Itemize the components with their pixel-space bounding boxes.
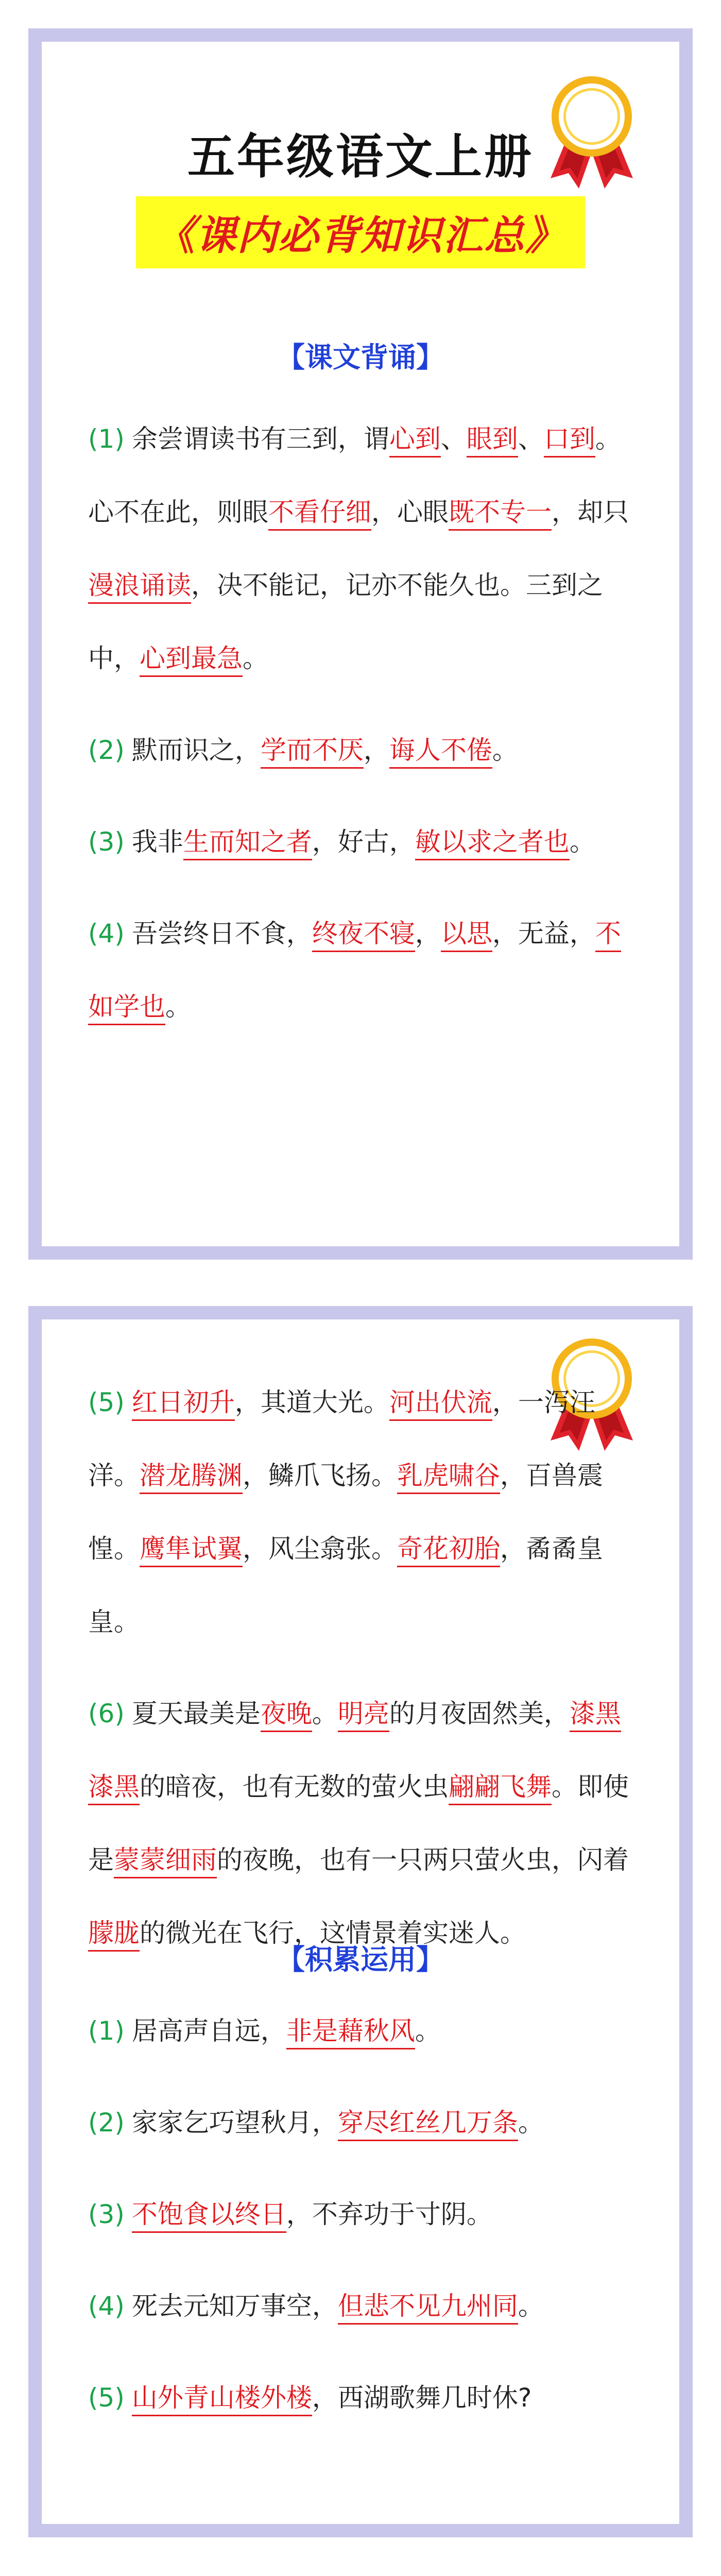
item-text: ，不弃功于寸阴。 (286, 2199, 492, 2229)
item-text: ，决不能记，记亦不能久也。三到之中， (88, 570, 603, 673)
key-phrase: 河出伏流 (389, 1387, 492, 1421)
key-phrase: 不饱食以终日 (132, 2199, 286, 2233)
item-text: ，却只 (552, 497, 629, 527)
key-phrase: 学而不厌 (261, 735, 364, 769)
item-text: ，无益， (492, 919, 595, 948)
item-number: (4) (88, 919, 125, 948)
page-title: 五年级语文上册 (187, 129, 534, 184)
key-phrase: 穿尽红丝几万条 (338, 2108, 518, 2141)
section-title-apply: 【积累运用】 (277, 1943, 444, 1976)
key-phrase: 以思 (441, 919, 492, 952)
key-phrase: 乳虎啸谷 (397, 1461, 500, 1494)
item-text: 。 (518, 2108, 544, 2138)
item-list-apply (88, 1994, 633, 2453)
key-phrase: 眼到 (467, 424, 518, 457)
item-number: (2) (88, 2108, 125, 2138)
key-phrase: 明亮 (338, 1699, 389, 1732)
item-text: ，风尘翕张。 (243, 1534, 397, 1564)
item-text: 的夜晚，也有一只两只萤火虫，闪着 (217, 1845, 629, 1875)
key-phrase: 漆黑漆黑 (88, 1699, 621, 1805)
item-text: 家家乞巧望秋月， (131, 2108, 338, 2138)
item-number: (4) (88, 2291, 125, 2321)
key-phrase: 心到 (389, 424, 441, 457)
item-text: 。 (415, 2016, 441, 2046)
key-phrase: 但悲不见九州同 (338, 2291, 518, 2325)
key-phrase: 诲人不倦 (389, 735, 492, 769)
item-text: 。 (518, 2291, 544, 2321)
key-phrase: 鹰隼试翼 (140, 1534, 243, 1567)
item-number: (6) (88, 1699, 125, 1728)
item-text: 、 (518, 424, 544, 454)
list-item (88, 2361, 633, 2434)
item-text: 夏天最美是 (131, 1699, 261, 1728)
key-phrase: 口到 (544, 424, 595, 457)
list-item (88, 2086, 633, 2159)
item-text: ，心眼 (371, 497, 449, 527)
item-text: 。 (312, 1699, 338, 1728)
key-phrase: 不看仔细 (268, 497, 371, 531)
item-number: (5) (88, 2383, 125, 2413)
item-text: ，一泻汪洋。 (88, 1387, 595, 1490)
key-phrase: 敏以求之者也 (415, 827, 570, 860)
item-text: 吾尝终日不食， (131, 919, 312, 948)
key-phrase: 山外青山楼外楼 (132, 2383, 312, 2416)
page-subtitle: 《课内必背知识汇总》 (136, 196, 585, 268)
key-phrase: 翩翩飞舞 (449, 1772, 552, 1805)
item-text: 、 (440, 424, 467, 454)
item-text: 的暗夜，也有无数的萤火虫 (140, 1772, 449, 1802)
item-list-recite-cont (88, 1366, 633, 1988)
item-text: 的月夜固然美， (389, 1699, 570, 1728)
item-text: ， (363, 735, 389, 765)
key-phrase: 既不专一 (449, 497, 552, 531)
item-number: (1) (88, 424, 125, 454)
section-title-recite: 【课文背诵】 (277, 341, 444, 374)
card-1 (28, 28, 693, 1260)
item-text: 死去元知万事空， (131, 2291, 338, 2321)
item-text: 。 (243, 643, 268, 673)
key-phrase: 漫浪诵读 (88, 570, 191, 604)
item-text: ，西湖歌舞几时休? (312, 2383, 532, 2413)
list-item (88, 2178, 633, 2251)
list-item (88, 805, 633, 878)
item-text: 。 (165, 992, 191, 1022)
item-text: 。 (569, 827, 595, 857)
item-list-recite (88, 402, 633, 1062)
key-phrase: 潜龙腾渊 (140, 1461, 243, 1494)
key-phrase: 朦胧 (88, 1918, 140, 1952)
item-text: ，百兽震惶。 (88, 1461, 603, 1564)
list-item (88, 1677, 633, 1970)
item-text: 的微光在飞行，这情景着实迷人。 (140, 1918, 526, 1948)
list-item (88, 897, 633, 1043)
item-text: 。即使是 (88, 1772, 629, 1875)
item-text: ，其道大光。 (234, 1387, 389, 1417)
key-phrase: 不如学也 (88, 919, 621, 1025)
item-text: 默而识之， (131, 735, 261, 765)
item-text: ， (415, 919, 441, 948)
item-text: ，矞矞皇皇。 (88, 1534, 603, 1637)
item-number: (3) (88, 2199, 125, 2229)
item-text: 余尝谓读书有三到，谓 (131, 424, 389, 454)
item-number: (1) (88, 2016, 125, 2046)
item-number: (2) (88, 735, 125, 765)
key-phrase: 生而知之者 (183, 827, 312, 860)
key-phrase: 红日初升 (132, 1387, 235, 1421)
item-text: ，好古， (312, 827, 415, 857)
item-text: 。心不在此，则眼 (88, 424, 621, 527)
key-phrase: 终夜不寝 (312, 919, 415, 952)
item-text: 居高声自远， (131, 2016, 286, 2046)
subtitle-wrap (42, 196, 679, 268)
item-text: ，鳞爪飞扬。 (243, 1461, 397, 1490)
list-item (88, 402, 633, 695)
key-phrase: 心到最急 (140, 643, 243, 677)
list-item (88, 714, 633, 787)
item-number: (3) (88, 827, 125, 857)
item-number: (5) (88, 1387, 125, 1417)
list-item (88, 1994, 633, 2067)
list-item (88, 2269, 633, 2343)
key-phrase: 非是藉秋风 (286, 2016, 415, 2049)
item-text: 我非 (131, 827, 183, 857)
list-item (88, 1366, 633, 1658)
item-text: 。 (492, 735, 518, 765)
key-phrase: 蒙蒙细雨 (114, 1845, 217, 1878)
key-phrase: 奇花初胎 (397, 1534, 500, 1567)
card-2 (28, 1306, 693, 2537)
key-phrase: 夜晚 (261, 1699, 312, 1732)
